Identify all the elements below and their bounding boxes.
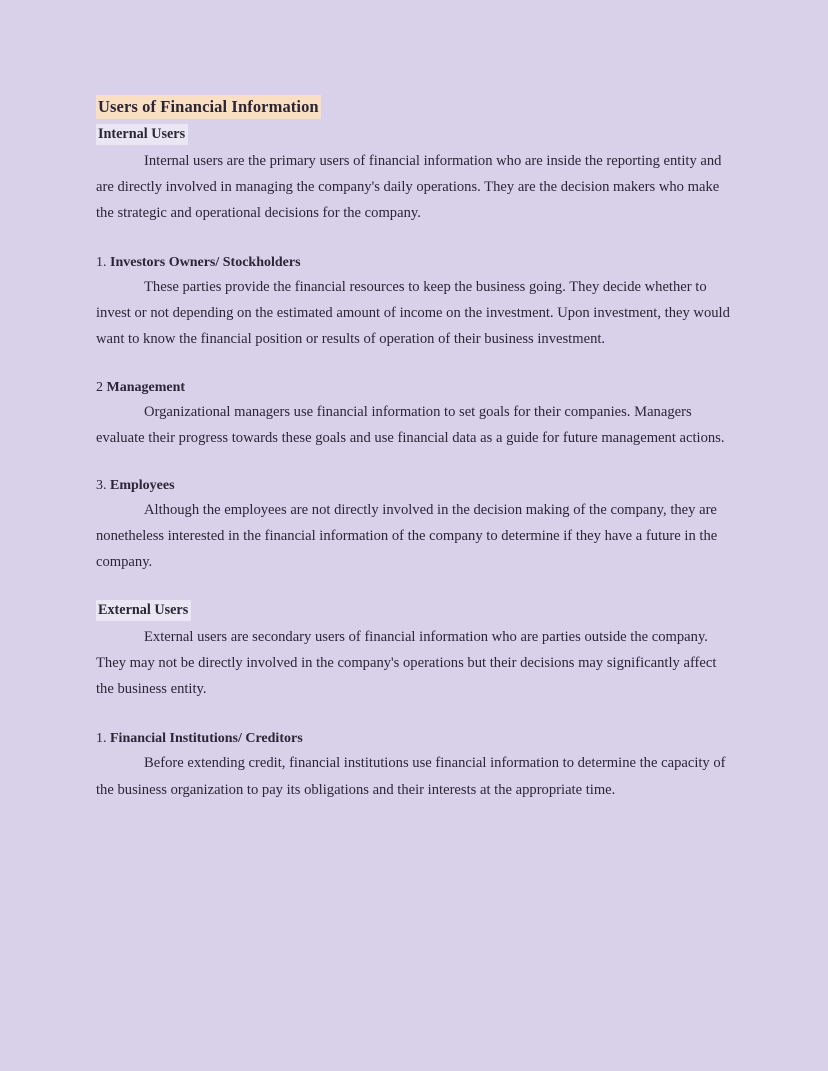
subheading-employees-title: Employees bbox=[110, 477, 175, 493]
subheading-management-number: 2 bbox=[96, 379, 103, 395]
subheading-investors bbox=[96, 254, 733, 272]
paragraph-external-users-intro: External users are secondary users of financial information who are parties outside the company. They may not be directly involved in the company's operations but their decisions may significantly affect the business entity. bbox=[96, 628, 717, 698]
subheading-employees-number: 3. bbox=[96, 477, 107, 493]
section-intro-external-users bbox=[96, 624, 733, 702]
list-item bbox=[96, 254, 733, 353]
section-heading-external-users bbox=[96, 601, 733, 619]
section-heading-external-users-text: External Users bbox=[96, 600, 191, 621]
subheading-investors-number: 1. bbox=[96, 255, 107, 271]
subheading-management-title: Management bbox=[106, 379, 186, 395]
subheading-investors-title: Investors Owners/ Stockholders bbox=[110, 255, 301, 271]
subheading-financial-institutions bbox=[96, 730, 733, 748]
paragraph-financial-institutions: Before extending credit, financial institutions use financial information to determine the capacity of the business organization to pay its obligations and their interests at the appropriate time. bbox=[96, 755, 726, 798]
paragraph-management: Organizational managers use financial information to set goals for their companies. Managers evaluate their progress towards these goals and use financial data as a guide for future management actions. bbox=[96, 403, 725, 446]
section-intro-internal-users bbox=[96, 148, 733, 226]
paragraph-investors: These parties provide the financial resources to keep the business going. They decide whether to invest or not depending on the estimated amount of income on the investment. Upon investment, they would want to know the financial position or results of operation of their business investment. bbox=[96, 279, 730, 348]
subheading-management bbox=[96, 379, 733, 397]
subheading-employees bbox=[96, 477, 733, 495]
paragraph-employees: Although the employees are not directly involved in the decision making of the company, they are nonetheless interested in the financial information of the company to determine if they have a future in the company. bbox=[96, 502, 718, 571]
subheading-financial-institutions-number: 1. bbox=[96, 731, 107, 747]
section-heading-internal-users-text: Internal Users bbox=[96, 124, 188, 145]
subheading-financial-institutions-title: Financial Institutions/ Creditors bbox=[110, 731, 303, 747]
list-item bbox=[96, 379, 733, 451]
list-item bbox=[96, 477, 733, 576]
section-heading-internal-users bbox=[96, 125, 733, 143]
list-item bbox=[96, 730, 733, 802]
paragraph-internal-users-intro: Internal users are the primary users of financial information who are inside the reporting entity and are directly involved in managing the company's daily operations. They are the decision makers who make the strategic and operational decisions for the company. bbox=[96, 152, 722, 221]
page-title-text: Users of Financial Information bbox=[96, 95, 321, 119]
page-title bbox=[96, 96, 733, 118]
